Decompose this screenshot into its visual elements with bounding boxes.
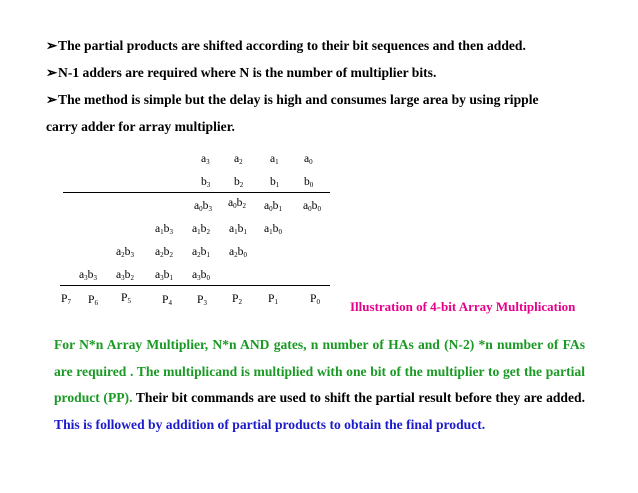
product-divider-line — [60, 285, 330, 286]
diagram-cell: $a_3b_3$ — [79, 268, 97, 282]
product-bit: $P_5$ — [121, 291, 131, 305]
diagram-cell: $a_0b_0$ — [303, 199, 321, 213]
diagram-cell: $a_3b_1$ — [155, 268, 173, 282]
diagram-cell: $a_2b_2$ — [155, 245, 173, 259]
diagram-cell: $b_0$ — [304, 175, 314, 189]
diagram-cell: $a_3b_2$ — [116, 268, 134, 282]
bullet-3-continuation-text: carry adder for array multiplier. — [46, 119, 235, 134]
bullet-3 — [46, 92, 539, 108]
diagram-cell: $a_0$ — [304, 152, 313, 166]
diagram-cell: $a_0b_1$ — [264, 199, 282, 213]
diagram-cell: $a_1$ — [270, 152, 279, 166]
product-bit: $P_3$ — [197, 293, 207, 307]
diagram-cell: $a_2b_3$ — [116, 245, 134, 259]
bullet-3-continuation — [46, 119, 235, 135]
diagram-cell: $b_3$ — [201, 175, 211, 189]
arrow-bullet-icon: ➢ — [46, 38, 58, 53]
product-bit: $P_6$ — [88, 293, 98, 307]
diagram-cell: $b_2$ — [234, 175, 244, 189]
product-bit: $P_2$ — [232, 292, 242, 306]
bullet-3-text: The method is simple but the delay is high and consumes large area by using ripple — [58, 92, 539, 107]
product-bit: $P_4$ — [162, 293, 172, 307]
diagram-cell: $a_3b_0$ — [192, 268, 210, 282]
diagram-cell: $b_1$ — [270, 175, 280, 189]
multiplier-divider-line — [63, 192, 330, 193]
arrow-bullet-icon: ➢ — [46, 65, 58, 80]
bullet-1-text: The partial products are shifted according to their bit sequences and then added. — [58, 38, 526, 53]
arrow-bullet-icon: ➢ — [46, 92, 58, 107]
paragraph-part-3: This is followed by addition of partial products to obtain the final product. — [54, 416, 486, 432]
diagram-cell: $a_1b_0$ — [264, 222, 282, 236]
diagram-cell: $a_0b_2$ — [228, 196, 246, 210]
diagram-cell: $a_1b_2$ — [192, 222, 210, 236]
bullet-2-text: N-1 adders are required where N is the number of multiplier bits. — [58, 65, 437, 80]
diagram-cell: $a_2b_1$ — [192, 245, 210, 259]
diagram-cell: $a_3$ — [201, 152, 210, 166]
product-bit: $P_0$ — [310, 292, 320, 306]
diagram-cell: $a_0b_3$ — [194, 199, 212, 213]
diagram-cell: $a_2$ — [234, 152, 243, 166]
paragraph-part-2: Their bit commands are used to shift the partial result before they are added. — [132, 390, 585, 406]
bullet-1 — [46, 38, 526, 54]
paragraph-part-1: For N*n Array Multiplier, N*n AND gates, n number of HAs and (N-2) *n number of FAs are required . The multiplicand is multiplied with one bit of the multiplier to get the partial product (PP). — [54, 337, 585, 406]
product-bit: $P_1$ — [268, 292, 278, 306]
bullet-2 — [46, 65, 436, 81]
diagram-cell: $a_1b_1$ — [229, 222, 247, 236]
diagram-caption: Illustration of 4-bit Array Multiplication — [350, 299, 576, 314]
description-paragraph — [54, 332, 585, 438]
diagram-cell: $a_1b_3$ — [155, 222, 173, 236]
product-bit: $P_7$ — [61, 292, 71, 306]
diagram-cell: $a_2b_0$ — [229, 245, 247, 259]
